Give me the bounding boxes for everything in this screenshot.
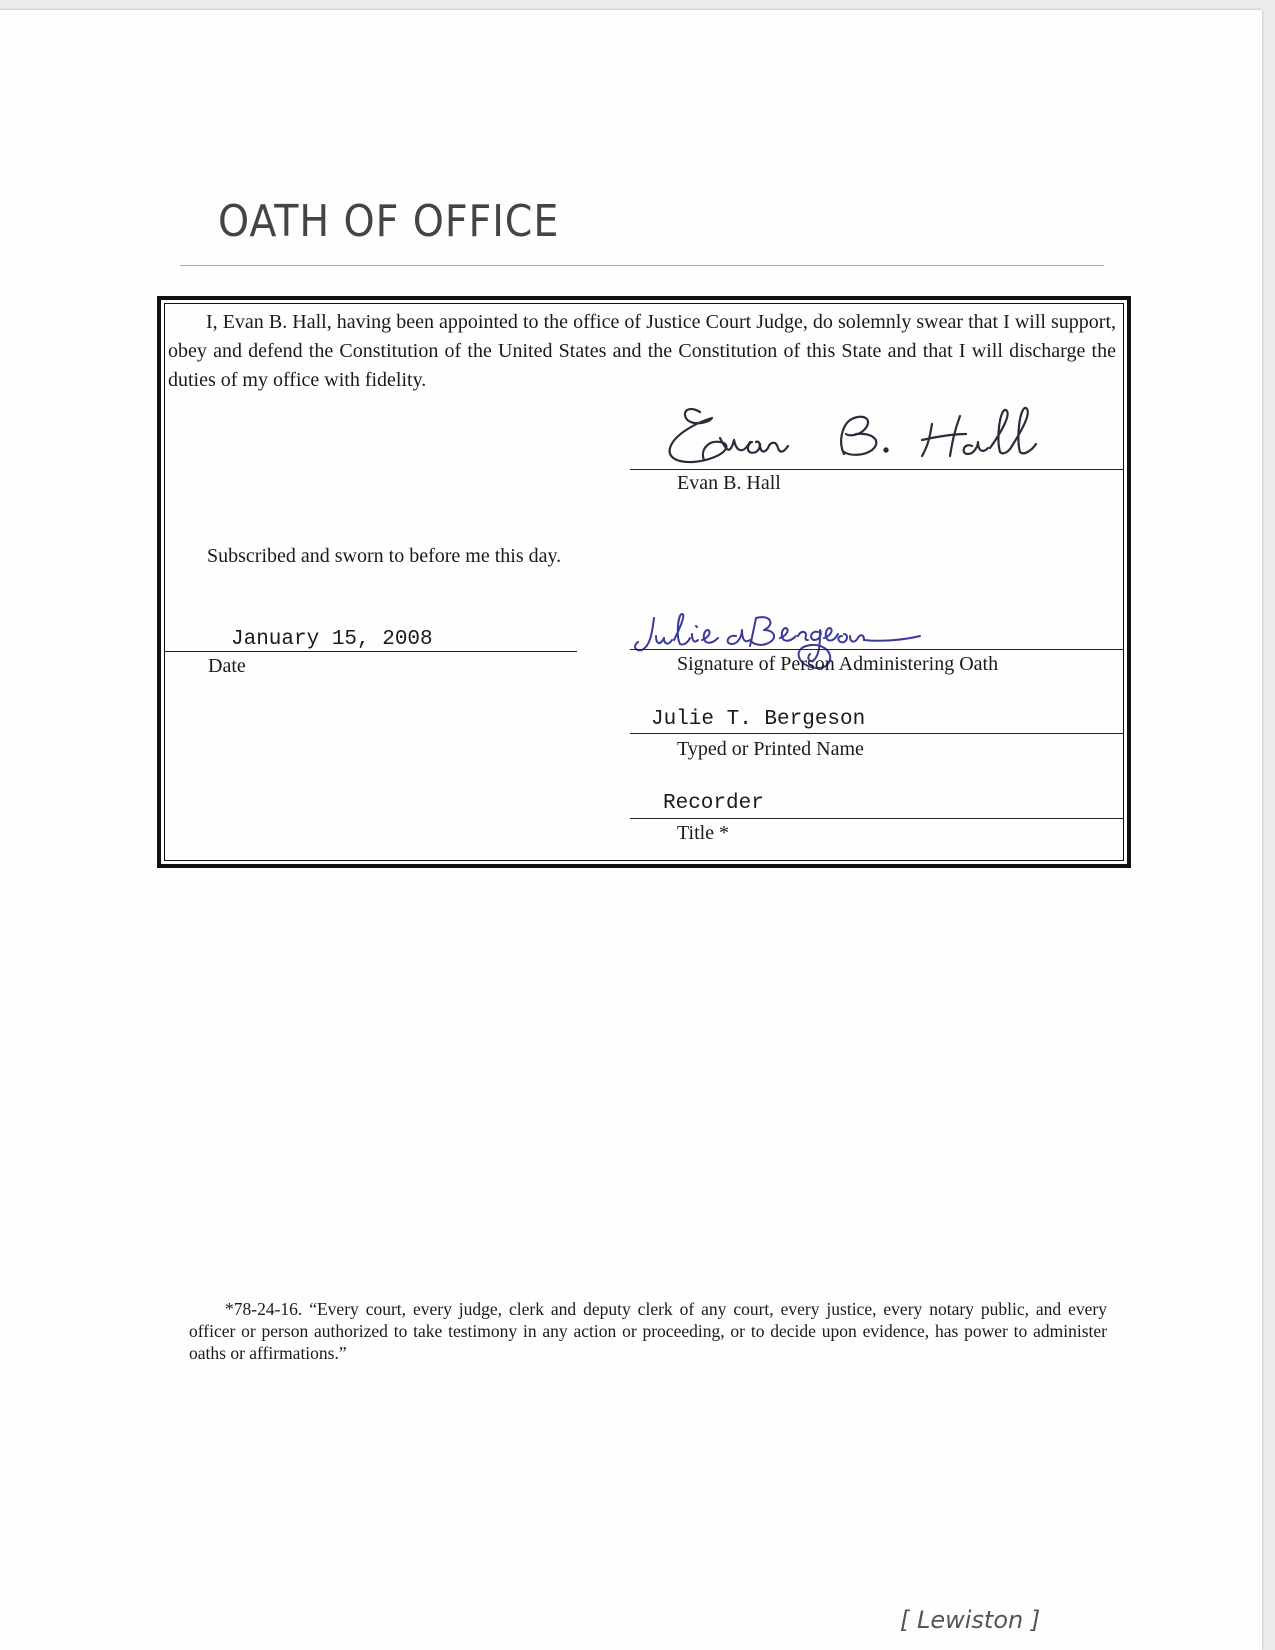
administrator-signature-line: [630, 649, 1123, 650]
document-title: OATH OF OFFICE: [218, 196, 560, 247]
affiant-name-label: Evan B. Hall: [677, 472, 781, 494]
sworn-statement: Subscribed and sworn to before me this day.: [207, 545, 562, 567]
administrator-title-value: Recorder: [663, 792, 764, 815]
date-label: Date: [208, 655, 246, 677]
handwritten-note: [900, 1600, 1100, 1640]
administrator-signature-label: Signature of Person Administering Oath: [677, 653, 999, 675]
footnote: *78-24-16. “Every court, every judge, clerk and deputy clerk of any court, every justice, every notary public, and every officer or person authorized to take testimony in any action or proceeding, or to decide upon evidence, has power to administer oaths or affirmations.”: [189, 1299, 1107, 1363]
administrator-printed-name: Julie T. Bergeson: [651, 708, 866, 731]
title-label: Title *: [677, 822, 730, 844]
printed-name-line: [630, 733, 1123, 734]
date-value: January 15, 2008: [231, 628, 433, 651]
title-rule: [180, 265, 1104, 266]
affiant-signature-line: [630, 469, 1123, 470]
date-line: [165, 651, 577, 652]
handwritten-note-text: [ Lewiston ]: [900, 1606, 1041, 1634]
printed-name-label: Typed or Printed Name: [677, 738, 864, 760]
title-line: [630, 818, 1123, 819]
oath-text: I, Evan B. Hall, having been appointed to the office of Justice Court Judge, do solemnly swear that I will support, obey and defend the Constitution of the United States and the Constitution of this State and that I will discharge the duties of my office with fidelity.: [168, 311, 1116, 391]
